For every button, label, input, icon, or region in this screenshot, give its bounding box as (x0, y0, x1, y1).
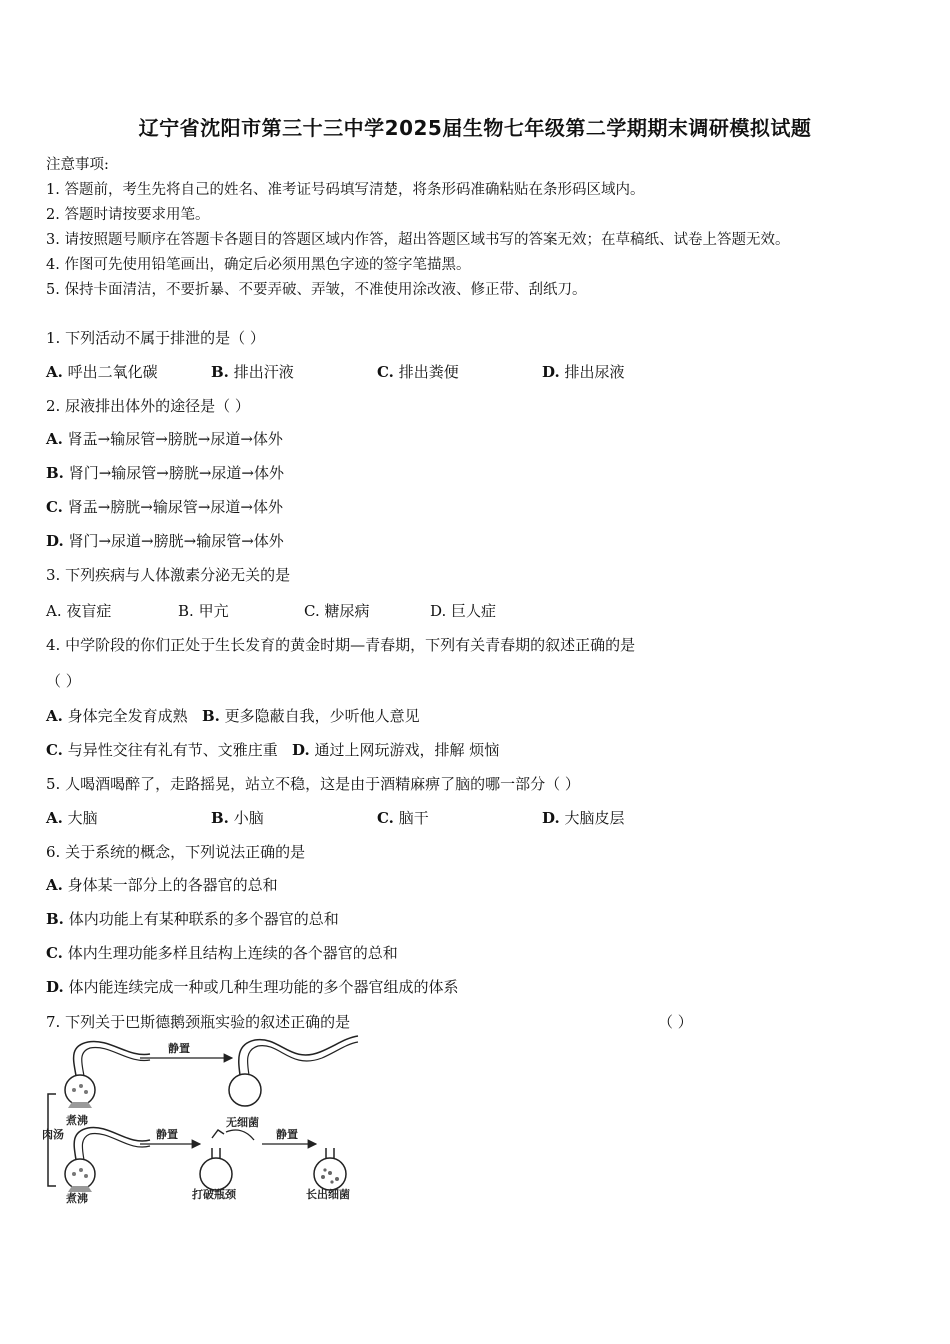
flask-boiling-bottom (65, 1128, 150, 1192)
option-d: D. 巨人症 (430, 602, 497, 620)
label-boil-top: 煮沸 (66, 1114, 88, 1127)
option-a: A. 身体完全发育成熟 (46, 707, 188, 725)
option-a: A. 肾盂→输尿管→膀胱→尿道→体外 (46, 430, 283, 448)
label-boil-bottom: 煮沸 (66, 1192, 88, 1205)
option-a: A. 呼出二氧化碳 (46, 363, 158, 381)
question-7-stem: 7. 下列关于巴斯德鹅颈瓶实验的叙述正确的是 (46, 1013, 351, 1031)
question-6-stem: 6. 关于系统的概念，下列说法正确的是 (46, 843, 306, 861)
flask-bacteria-grow (314, 1148, 346, 1190)
question-7-paren: （ ） (658, 1013, 693, 1031)
option-b: B. 体内功能上有某种联系的多个器官的总和 (46, 910, 339, 928)
label-broth: 肉汤 (42, 1128, 64, 1141)
question-4-options-row-2 (46, 739, 499, 760)
note-item: 3. 请按照题号顺序在答题卡各题目的答题区域内作答，超出答题区域书写的答案无效；在草稿纸、试卷上答题无效。 (46, 232, 790, 248)
label-stand-1: 静置 (168, 1042, 190, 1055)
label-broken-neck: 打破瓶颈 (192, 1188, 236, 1201)
option-a: A. 夜盲症 (46, 602, 112, 620)
note-item: 5. 保持卡面清洁，不要折暴、不要弄破、弄皱，不准使用涂改液、修正带、刮纸刀。 (46, 282, 587, 298)
question-4-options-row-1 (46, 705, 420, 726)
option-d: D. 大脑皮层 (542, 809, 625, 827)
question-1-stem: 1. 下列活动不属于排泄的是（ ） (46, 329, 265, 347)
option-c: C. 脑干 (377, 809, 429, 827)
option-a: A. 大脑 (46, 809, 98, 827)
option-c: C. 肾盂→膀胱→输尿管→尿道→体外 (46, 498, 283, 516)
option-c: C. 体内生理功能多样且结构上连续的各个器官的总和 (46, 944, 398, 962)
label-bacteria-grow: 长出细菌 (306, 1188, 350, 1201)
note-item: 1. 答题前，考生先将自己的姓名、准考证号码填写清楚，将条形码准确粘贴在条形码区域内。 (46, 182, 645, 198)
option-d: D. 体内能连续完成一种或几种生理功能的多个器官组成的体系 (46, 978, 459, 996)
notes-heading: 注意事项: (46, 157, 109, 173)
label-stand-2: 静置 (156, 1128, 178, 1141)
option-c: C. 与异性交往有礼有节、文雅庄重 (46, 741, 278, 759)
flask-broken-neck (200, 1130, 254, 1190)
label-stand-3: 静置 (276, 1128, 298, 1141)
question-4-paren: （ ） (46, 672, 81, 690)
option-b: B. 小脑 (211, 809, 264, 827)
note-item: 4. 作图可先使用铅笔画出，确定后必须用黑色字迹的签字笔描黑。 (46, 257, 471, 273)
option-b: B. 排出汗液 (211, 363, 294, 381)
option-d: D. 肾门→尿道→膀胱→输尿管→体外 (46, 532, 284, 550)
question-5-stem: 5. 人喝酒喝醉了，走路摇晃，站立不稳，这是由于酒精麻痹了脑的哪一部分（ ） (46, 775, 580, 793)
flask-no-bacteria (229, 1036, 358, 1106)
question-2-stem: 2. 尿液排出体外的途径是（ ） (46, 397, 250, 415)
option-c: C. 排出粪便 (377, 363, 459, 381)
option-c: C. 糖尿病 (304, 602, 370, 620)
option-b: B. 甲亢 (178, 602, 229, 620)
option-b: B. 更多隐蔽自我，少听他人意见 (201, 707, 420, 725)
option-d: D. 通过上网玩游戏，排解 烦恼 (292, 741, 500, 759)
question-4-stem: 4. 中学阶段的你们正处于生长发育的黄金时期—青春期，下列有关青春期的叙述正确的是 (46, 636, 636, 654)
option-d: D. 排出尿液 (542, 363, 625, 381)
swan-neck-flask-figure (40, 1034, 360, 1206)
option-b: B. 肾门→输尿管→膀胱→尿道→体外 (46, 464, 284, 482)
question-3-stem: 3. 下列疾病与人体激素分泌无关的是 (46, 566, 291, 584)
page-title: 辽宁省沈阳市第三十三中学2025届生物七年级第二学期期末调研模拟试题 (138, 116, 812, 140)
option-a: A. 身体某一部分上的各器官的总和 (46, 876, 278, 894)
flask-boiling-top (65, 1041, 150, 1108)
note-item: 2. 答题时请按要求用笔。 (46, 207, 210, 223)
label-no-bacteria: 无细菌 (226, 1116, 259, 1129)
